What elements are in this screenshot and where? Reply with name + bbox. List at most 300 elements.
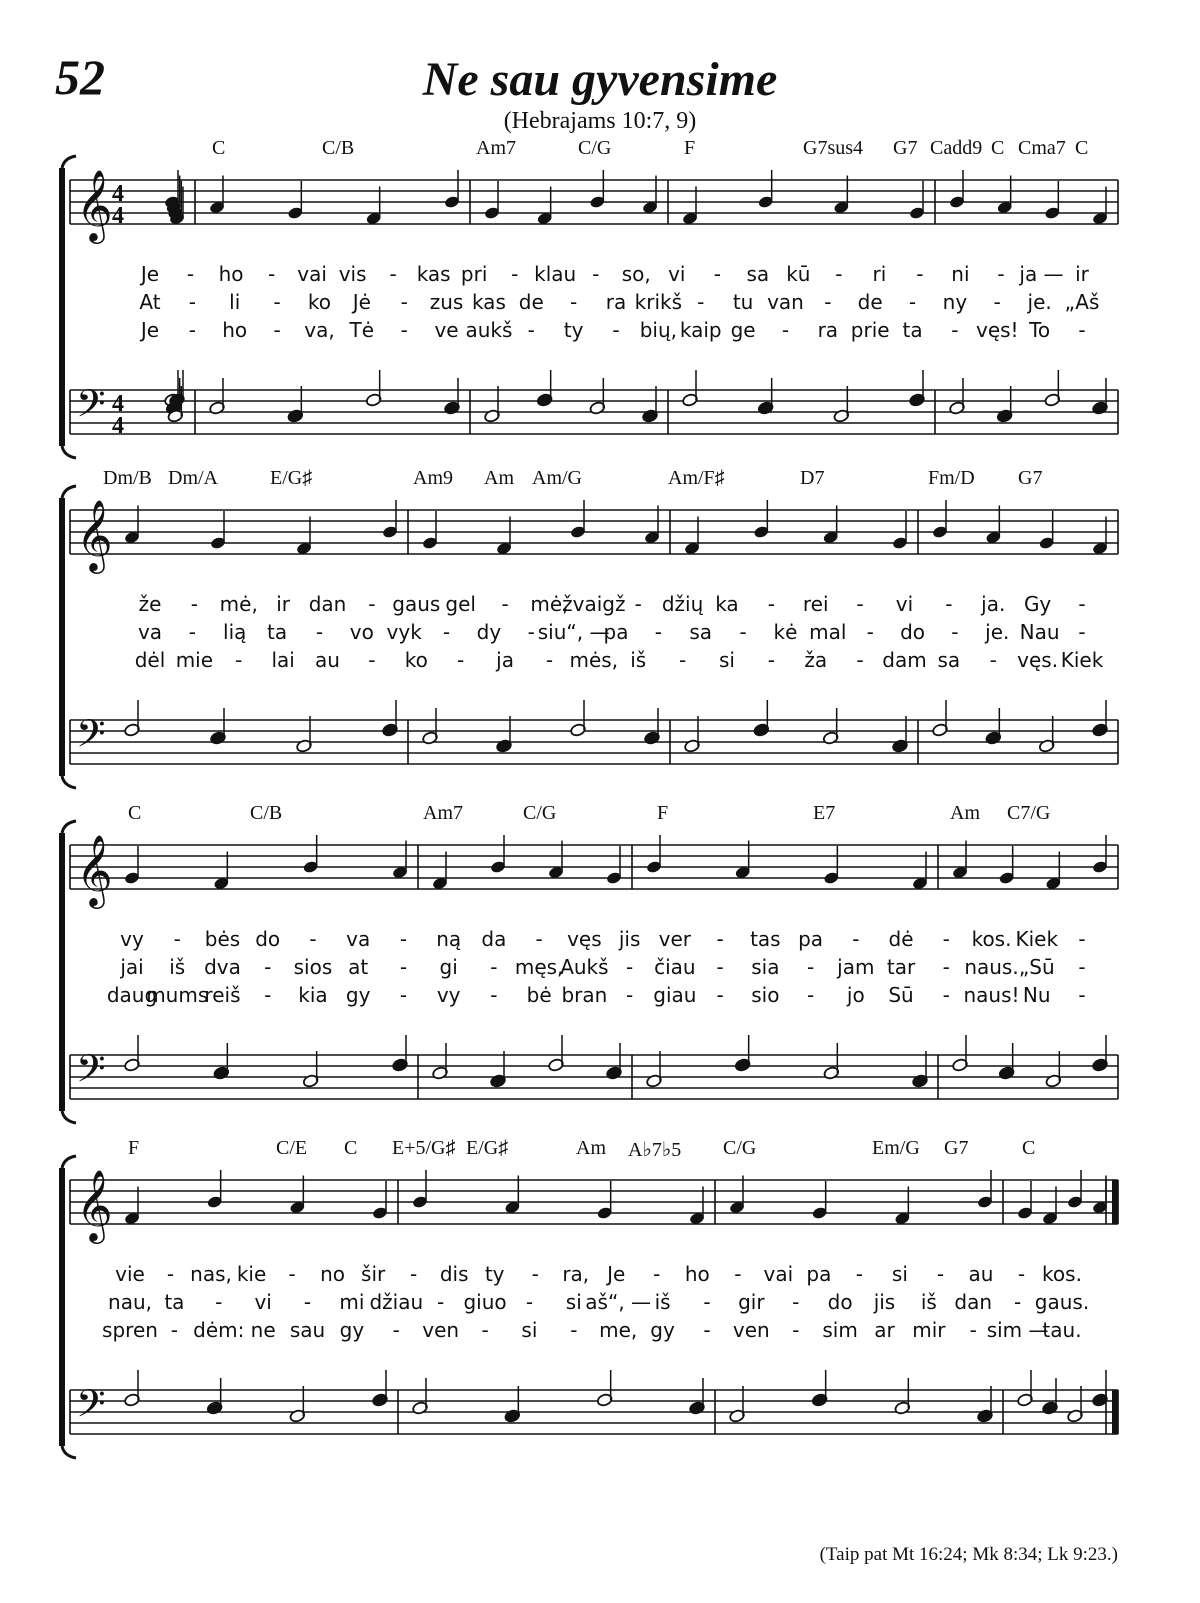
lyric-hyphen: -: [942, 983, 950, 1007]
lyric-hyphen: -: [936, 1262, 945, 1286]
lyric-hyphen: -: [303, 1290, 312, 1314]
lyric-hyphen: -: [852, 927, 860, 951]
lyric-syllable: ho: [684, 1262, 710, 1286]
lyric-syllable: vęs: [567, 927, 602, 951]
lyric-hyphen: -: [188, 290, 196, 314]
lyric-syllable: vi: [254, 1290, 272, 1314]
lyric-syllable: mės,: [569, 648, 619, 672]
treble-clef-icon: 𝄞: [76, 168, 113, 241]
lyric-hyphen: -: [626, 955, 634, 979]
chord-symbol: F: [684, 137, 696, 159]
lyric-hyphen: -: [273, 290, 281, 314]
lyric-hyphen: -: [806, 983, 815, 1007]
lyric-hyphen: -: [653, 1262, 661, 1286]
lyric-hyphen: -: [1078, 620, 1086, 644]
lyric-syllable: siu“, —: [537, 620, 610, 644]
lyric-syllable: da: [481, 927, 507, 951]
lyric-syllable: do: [900, 620, 925, 644]
lyric-hyphen: -: [188, 318, 196, 342]
lyric-syllable: rei: [802, 592, 829, 616]
footnote-references: (Taip pat Mt 16:24; Mk 8:34; Lk 9:23.): [819, 1544, 1118, 1565]
lyric-syllable: ja: [496, 648, 514, 672]
chord-symbol: C/G: [578, 137, 612, 159]
chord-symbol: Am9: [413, 467, 453, 489]
lyric-syllable: spren: [102, 1318, 158, 1342]
lyric-syllable: kaip: [679, 318, 722, 342]
lyric-syllable: gaus: [392, 592, 441, 616]
lyric-hyphen: -: [713, 262, 721, 286]
lyric-hyphen: -: [916, 262, 924, 286]
lyric-syllable: Nau: [1019, 620, 1060, 644]
lyric-syllable: sa: [937, 648, 961, 672]
chord-symbol: G7sus4: [803, 137, 864, 159]
chord-symbol: Am: [484, 467, 514, 489]
lyric-syllable: vi: [895, 592, 914, 616]
lyric-syllable: au: [315, 648, 340, 672]
chord-symbol: C: [344, 1137, 358, 1159]
lyric-syllable: Tė: [349, 318, 375, 342]
lyric-syllable: ri: [872, 262, 887, 286]
lyric-hyphen: -: [399, 983, 408, 1007]
lyric-syllable: džių: [661, 592, 704, 616]
lyric-hyphen: -: [527, 620, 535, 644]
lyric-syllable: ve: [434, 318, 459, 342]
lyric-hyphen: -: [525, 1290, 534, 1314]
lyric-syllable: daug: [106, 983, 158, 1007]
lyric-syllable: ra: [605, 290, 627, 314]
lyric-syllable: ty: [484, 1262, 505, 1286]
lyric-syllable: si: [565, 1290, 582, 1314]
lyric-syllable: vie: [115, 1262, 145, 1286]
scripture-reference: (Hebrajams 10:7, 9): [503, 108, 697, 134]
lyric-syllable: At: [139, 290, 161, 314]
chord-symbol: C/B: [322, 137, 355, 159]
lyric-syllable: gy: [345, 983, 371, 1007]
lyric-hyphen: -: [400, 290, 408, 314]
lyric-syllable: Je: [140, 318, 160, 342]
lyric-syllable: ne: [250, 1318, 276, 1342]
lyric-syllable: „Sū: [1018, 955, 1055, 979]
lyric-hyphen: -: [703, 1290, 711, 1314]
chord-symbol: E+5/G♯: [392, 1137, 456, 1159]
lyric-syllable: Kiek: [1015, 927, 1059, 951]
lyric-syllable: vęs!: [975, 318, 1019, 342]
lyric-syllable: ir: [1075, 262, 1089, 286]
lyric-syllable: vo: [349, 620, 374, 644]
lyric-syllable: ho: [218, 262, 244, 286]
lyric-hyphen: -: [389, 262, 397, 286]
lyric-syllable: ko: [307, 290, 332, 314]
lyric-syllable: Nu: [1022, 983, 1051, 1007]
chord-symbol: Cadd9: [930, 137, 983, 159]
lyric-hyphen: -: [855, 1262, 863, 1286]
lyric-syllable: au: [968, 1262, 994, 1286]
lyric-hyphen: -: [315, 620, 324, 644]
lyric-syllable: pri: [460, 262, 488, 286]
lyric-syllable: žvaigž: [562, 592, 626, 616]
chord-symbol: C/B: [250, 802, 283, 824]
lyric-syllable: tar: [886, 955, 916, 979]
lyric-hyphen: -: [703, 1318, 711, 1342]
lyric-syllable: kos.: [971, 927, 1012, 951]
lyric-syllable: prie: [850, 318, 890, 342]
lyric-syllable: tu: [732, 290, 754, 314]
lyric-syllable: kie: [236, 1262, 267, 1286]
lyric-hyphen: -: [1078, 318, 1086, 342]
lyric-syllable: ta: [267, 620, 288, 644]
lyric-syllable: pa: [603, 620, 629, 644]
lyric-hyphen: -: [697, 290, 705, 314]
lyric-syllable: mie: [175, 648, 214, 672]
lyric-hyphen: -: [235, 648, 243, 672]
chord-symbol: F: [657, 802, 669, 824]
lyric-hyphen: -: [739, 620, 747, 644]
lyric-syllable: gy: [339, 1318, 365, 1342]
lyric-syllable: de: [518, 290, 544, 314]
lyric-hyphen: -: [678, 648, 687, 672]
time-signature-bottom: 4: [112, 203, 124, 229]
lyric-syllable: li: [229, 290, 241, 314]
chord-symbol: A♭7♭5: [628, 1139, 682, 1161]
time-signature-bottom: 4: [112, 413, 124, 439]
lyric-syllable: dėl: [134, 648, 166, 672]
song-title: Ne sau gyvensime: [422, 53, 778, 106]
lyric-syllable: ja —: [1019, 262, 1064, 286]
lyric-syllable: giuo: [463, 1290, 507, 1314]
lyric-hyphen: -: [969, 1318, 977, 1342]
lyric-syllable: ja.: [981, 592, 1006, 616]
lyric-syllable: ra: [817, 318, 839, 342]
lyric-hyphen: -: [392, 1318, 400, 1342]
lyric-syllable: Sū: [888, 983, 914, 1007]
lyric-hyphen: -: [501, 592, 509, 616]
lyric-hyphen: -: [866, 620, 874, 644]
lyric-syllable: ra,: [562, 1262, 590, 1286]
lyric-hyphen: -: [716, 955, 724, 979]
lyric-syllable: de: [857, 290, 883, 314]
lyric-hyphen: -: [545, 648, 554, 672]
lyric-syllable: vy: [120, 927, 144, 951]
lyric-hyphen: -: [716, 927, 724, 951]
lyric-hyphen: -: [288, 1262, 296, 1286]
lyric-syllable: va: [137, 620, 163, 644]
lyric-syllable: jis: [618, 927, 641, 951]
lyric-hyphen: -: [264, 955, 272, 979]
lyric-syllable: vai: [763, 1262, 794, 1286]
chord-symbol: F: [128, 1137, 140, 1159]
lyric-syllable: si: [891, 1262, 908, 1286]
lyric-hyphen: -: [437, 1290, 445, 1314]
lyric-syllable: je.: [985, 620, 1010, 644]
lyric-syllable: dam: [882, 648, 927, 672]
lyric-hyphen: -: [1014, 1290, 1022, 1314]
lyric-hyphen: -: [570, 1318, 578, 1342]
chord-symbol: Dm/B: [103, 467, 152, 489]
chord-symbol: Am7: [423, 802, 463, 824]
lyric-hyphen: -: [309, 927, 317, 951]
lyric-syllable: šir: [361, 1262, 386, 1286]
chord-symbol: C: [991, 137, 1005, 159]
lyric-hyphen: -: [989, 648, 997, 672]
bass-clef-icon: 𝄢: [76, 1046, 106, 1100]
lyric-hyphen: -: [1017, 1262, 1026, 1286]
lyric-hyphen: -: [824, 290, 832, 314]
lyric-syllable: bė: [526, 983, 552, 1007]
lyric-hyphen: -: [792, 1318, 800, 1342]
chord-symbol: G7: [1018, 467, 1043, 489]
chord-symbol: E/G♯: [270, 467, 313, 489]
lyric-syllable: tau.: [1042, 1318, 1082, 1342]
lyric-hyphen: -: [942, 927, 950, 951]
lyric-hyphen: -: [570, 290, 578, 314]
lyric-syllable: sim: [822, 1318, 858, 1342]
lyric-syllable: ir: [276, 592, 291, 616]
lyric-hyphen: -: [273, 318, 281, 342]
lyric-syllable: ta: [164, 1290, 185, 1314]
lyric-syllable: sia: [751, 955, 780, 979]
lyric-syllable: ną: [436, 927, 462, 951]
lyric-syllable: sau: [289, 1318, 326, 1342]
lyric-syllable: naus!: [963, 983, 1020, 1007]
lyric-hyphen: -: [511, 262, 519, 286]
lyric-syllable: aš“, —: [585, 1290, 652, 1314]
chord-symbol: C/E: [276, 1137, 308, 1159]
lyric-hyphen: -: [186, 262, 195, 286]
lyric-syllable: iš: [169, 955, 186, 979]
lyric-syllable: gaus.: [1034, 1290, 1090, 1314]
lyric-syllable: aukš: [465, 318, 513, 342]
lyric-hyphen: -: [166, 1262, 175, 1286]
treble-clef-icon: 𝄞: [76, 833, 113, 906]
lyric-syllable: dis: [439, 1262, 469, 1286]
chord-symbol: Am: [950, 802, 980, 824]
lyric-syllable: gir: [738, 1290, 765, 1314]
lyric-syllable: dan: [308, 592, 347, 616]
lyric-syllable: jai: [120, 955, 144, 979]
lyric-syllable: vai: [297, 262, 327, 286]
lyric-hyphen: -: [267, 262, 276, 286]
lyric-syllable: nas,: [190, 1262, 232, 1286]
lyric-syllable: mė,: [530, 592, 569, 616]
lyric-syllable: bių,: [639, 318, 678, 342]
lyric-hyphen: -: [908, 290, 917, 314]
lyric-hyphen: -: [399, 927, 408, 951]
lyric-syllable: zus: [429, 290, 464, 314]
lyric-syllable: kas: [416, 262, 451, 286]
lyric-hyphen: -: [634, 592, 642, 616]
lyric-syllable: bran: [561, 983, 608, 1007]
chord-symbol: E/G♯: [466, 1137, 509, 1159]
lyric-syllable: jis: [873, 1290, 896, 1314]
lyric-syllable: ge: [730, 318, 756, 342]
lyric-syllable: reiš: [204, 983, 241, 1007]
lyric-hyphen: -: [368, 648, 376, 672]
lyric-syllable: pa: [798, 927, 824, 951]
bass-clef-icon: 𝄢: [76, 381, 106, 435]
chord-symbol: Am7: [476, 137, 516, 159]
lyric-syllable: jam: [837, 955, 875, 979]
chord-symbol: C: [128, 802, 142, 824]
lyric-syllable: dy: [476, 620, 502, 644]
lyric-hyphen: -: [490, 983, 498, 1007]
lyric-syllable: mė,: [219, 592, 258, 616]
chord-symbol: G7: [944, 1137, 969, 1159]
staff-system-2: [0, 467, 1200, 800]
lyric-syllable: iš: [920, 1290, 937, 1314]
lyric-hyphen: -: [792, 1290, 800, 1314]
lyric-syllable: kia: [298, 983, 328, 1007]
chord-symbol: Dm/A: [168, 467, 218, 489]
lyric-syllable: Je: [607, 1262, 626, 1286]
lyric-syllable: To: [1029, 318, 1051, 342]
lyric-hyphen: -: [1078, 927, 1086, 951]
lyric-hyphen: -: [612, 318, 620, 342]
lyric-syllable: Jė: [352, 290, 371, 314]
lyric-hyphen: -: [1078, 983, 1086, 1007]
chord-symbol: Em/G: [872, 1137, 920, 1159]
lyric-hyphen: -: [654, 620, 662, 644]
lyric-syllable: mir: [912, 1318, 946, 1342]
lyric-syllable: kė: [773, 620, 798, 644]
lyric-syllable: me,: [599, 1318, 638, 1342]
lyric-syllable: dva: [204, 955, 241, 979]
lyric-syllable: vęs.: [1017, 648, 1059, 672]
lyric-syllable: gel: [445, 592, 476, 616]
lyric-hyphen: -: [170, 1318, 178, 1342]
lyric-syllable: čiau: [654, 955, 696, 979]
bass-clef-icon: 𝄢: [76, 711, 106, 765]
chord-symbol: C/G: [523, 802, 557, 824]
lyric-syllable: bės: [204, 927, 241, 951]
lyric-hyphen: -: [490, 955, 498, 979]
treble-clef-icon: 𝄞: [76, 1168, 113, 1241]
lyric-syllable: sa: [689, 620, 713, 644]
lyric-syllable: do: [255, 927, 281, 951]
time-signature-top: 4: [112, 391, 124, 417]
lyric-syllable: ho: [222, 318, 248, 342]
lyric-hyphen: -: [781, 318, 790, 342]
staff-system-3: [0, 802, 1200, 1135]
lyric-syllable: Aukš: [560, 955, 609, 979]
lyric-hyphen: -: [856, 592, 864, 616]
lyric-syllable: ver: [658, 927, 692, 951]
lyric-syllable: va,: [304, 318, 335, 342]
lyric-syllable: kos.: [1042, 1262, 1082, 1286]
lyric-syllable: lai: [271, 648, 295, 672]
lyric-syllable: van: [767, 290, 804, 314]
lyric-syllable: klau: [534, 262, 577, 286]
lyric-hyphen: -: [734, 1262, 742, 1286]
chord-symbol: Am: [576, 1137, 606, 1159]
lyric-hyphen: -: [368, 592, 376, 616]
chord-symbol: E7: [813, 802, 836, 824]
lyric-hyphen: -: [997, 262, 1005, 286]
lyric-syllable: vi: [668, 262, 686, 286]
lyric-syllable: pa: [806, 1262, 832, 1286]
lyric-syllable: kas: [471, 290, 506, 314]
lyric-syllable: ar: [874, 1318, 895, 1342]
lyric-syllable: ko: [404, 648, 428, 672]
lyric-syllable: iš: [654, 1290, 671, 1314]
lyric-syllable: ty: [563, 318, 584, 342]
chord-symbol: Am/F♯: [668, 467, 725, 489]
lyric-syllable: lią: [223, 620, 247, 644]
lyric-hyphen: -: [531, 1262, 539, 1286]
lyric-hyphen: -: [1078, 955, 1086, 979]
lyric-syllable: ka: [715, 592, 739, 616]
bass-clef-icon: 𝄢: [76, 1381, 106, 1435]
lyric-syllable: jo: [846, 983, 865, 1007]
staff-system-1: [0, 137, 1200, 470]
lyric-syllable: sio: [751, 983, 780, 1007]
lyric-syllable: Gy: [1023, 592, 1052, 616]
staff-system-4: [0, 1137, 1200, 1470]
lyric-syllable: Je: [140, 262, 160, 286]
lyric-syllable: naus.: [964, 955, 1019, 979]
lyric-syllable: ni: [951, 262, 970, 286]
lyric-hyphen: -: [400, 318, 408, 342]
lyric-syllable: „Aš: [1064, 290, 1100, 314]
chord-symbol: C7/G: [1007, 802, 1051, 824]
lyric-hyphen: -: [942, 955, 950, 979]
chord-symbol: C: [1075, 137, 1089, 159]
lyric-hyphen: -: [856, 648, 864, 672]
lyric-syllable: mi: [339, 1290, 365, 1314]
chord-symbol: G7: [893, 137, 918, 159]
lyric-syllable: iš: [630, 648, 647, 672]
lyric-syllable: ven: [422, 1318, 460, 1342]
lyric-hyphen: -: [215, 1290, 223, 1314]
chord-symbol: C: [1022, 1137, 1036, 1159]
lyric-hyphen: -: [535, 927, 543, 951]
lyric-hyphen: -: [264, 983, 272, 1007]
lyric-syllable: si: [521, 1318, 538, 1342]
lyric-syllable: Kiek: [1060, 648, 1104, 672]
lyric-hyphen: -: [527, 318, 535, 342]
lyric-syllable: tas: [750, 927, 781, 951]
lyric-syllable: męs,: [514, 955, 564, 979]
lyric-syllable: ta: [902, 318, 923, 342]
lyric-syllable: že: [138, 592, 162, 616]
lyric-hyphen: -: [806, 955, 815, 979]
lyric-hyphen: -: [716, 983, 724, 1007]
chord-symbol: Cma7: [1018, 137, 1066, 159]
lyric-hyphen: -: [945, 592, 953, 616]
lyric-syllable: so,: [621, 262, 651, 286]
lyric-syllable: krikš: [634, 290, 683, 314]
lyric-syllable: dėm:: [193, 1318, 245, 1342]
lyric-syllable: kū: [786, 262, 811, 286]
lyric-hyphen: -: [951, 318, 959, 342]
lyric-syllable: sios: [293, 955, 333, 979]
lyric-syllable: gi: [439, 955, 458, 979]
lyric-hyphen: -: [626, 983, 634, 1007]
lyric-syllable: sa: [746, 262, 770, 286]
lyric-hyphen: -: [835, 262, 843, 286]
lyric-syllable: mal: [809, 620, 847, 644]
lyric-hyphen: -: [1078, 592, 1086, 616]
lyric-syllable: no: [320, 1262, 346, 1286]
lyric-hyphen: -: [767, 648, 775, 672]
lyric-syllable: mums: [146, 983, 209, 1007]
lyric-hyphen: -: [399, 955, 408, 979]
lyric-hyphen: -: [457, 648, 465, 672]
chord-symbol: C/G: [723, 1137, 757, 1159]
lyric-syllable: va: [346, 927, 371, 951]
lyric-syllable: ny: [942, 290, 968, 314]
lyric-syllable: dan: [954, 1290, 993, 1314]
lyric-hyphen: -: [410, 1262, 418, 1286]
